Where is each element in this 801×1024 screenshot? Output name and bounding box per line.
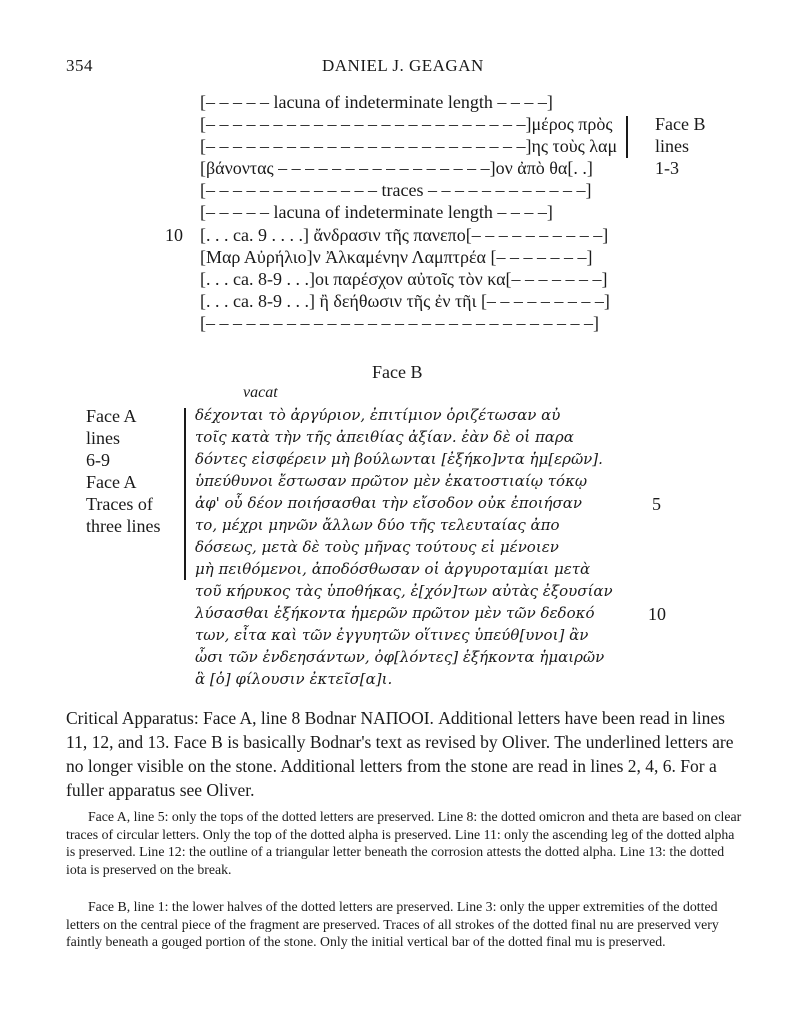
- face-b-line: δέχονται τὸ ἀργύριον, ἐπιτίμιον ὁριζέτωσαν αὐ: [195, 406, 561, 424]
- face-b-line: δόσεως, μετὰ δὲ τοὺς μῆνας τούτους εἰ μένοιεν: [195, 538, 559, 556]
- face-b-left-label: 6-9: [86, 450, 110, 470]
- face-b-line: ἃ [ὁ] φίλουσιν ἐκτεῖσ[α]ι.: [195, 670, 393, 688]
- face-a-line: [– – – – – – – – – – – – – traces – – – – – – – – – – – –]: [200, 180, 592, 200]
- face-b-line: ἀφ' οὗ δέον ποιήσασθαι τὴν εἴσοδον οὐκ ἐποιήσαν: [195, 494, 582, 512]
- face-b-title: Face B: [372, 362, 423, 382]
- face-a-line: [Μαρ Αὐρήλιο]ν Ἀλκαμένην Λαμπτρέα [– – – – – – –]: [200, 247, 593, 267]
- face-a-side-label: Face B: [655, 114, 706, 134]
- face-b-line: το, μέχρι μηνῶν ἄλλων δύο τῆς τελευταίας ἀπο: [195, 516, 560, 534]
- face-b-line: τοῦ κήρυκος τὰς ὑποθήκας, ἐ[χόν]των αὐτὰς ἐξουσίαν: [195, 582, 613, 600]
- face-a-line: [βάνοντας – – – – – – – – – – – – – – – –]ον ἀπὸ θα[. .]: [200, 158, 593, 178]
- page-number: 354: [66, 56, 93, 75]
- running-head: DANIEL J. GEAGAN: [322, 56, 484, 75]
- face-b-line: τοῖς κατὰ τὴν τῆς ἀπειθίας ἀξίαν. ἐὰν δὲ οἱ παρα: [195, 428, 574, 446]
- face-a-line: [. . . ca. 9 . . . .] ἄνδρασιν τῆς πανεπο[– – – – – – – – – –]: [200, 225, 609, 245]
- face-b-note: Face B, line 1: the lower halves of the dotted letters are preserved. Line 3: only the upper extremities of the dotted letters on the central piece of the fragment are preserved. Traces of all strokes of the dotted final nu are preserved very faintly beneath a gouged portion of the stone. Only the initial vertical bar of the dotted final mu is preserved.: [66, 899, 719, 949]
- face-b-line: λύσασθαι ἑξήκοντα ἡμερῶν πρῶτον μὲν τῶν δεδοκό: [195, 604, 595, 622]
- face-a-line: [. . . ca. 8-9 . . .] ἢ δεήθωσιν τῆς ἐν τῆι [– – – – – – – – –]: [200, 291, 610, 311]
- face-a-line: [– – – – – – – – – – – – – – – – – – – – – – – –]μέρος πρὸς: [200, 114, 613, 134]
- face-a-line: [– – – – – – – – – – – – – – – – – – – – – – – – – – – – –]: [200, 313, 599, 333]
- face-a-side-bracket: [626, 116, 628, 158]
- face-b-left-label: three lines: [86, 516, 161, 536]
- face-b-line: των, εἶτα καὶ τῶν ἐγγυητῶν οἵτινες ὑπεύθ[υνοι] ἂν: [195, 626, 589, 644]
- face-a-line: [. . . ca. 8-9 . . .]οι παρέσχον αὐτοῖς τὸν κα[– – – – – – –]: [200, 269, 608, 289]
- face-b-left-label: Traces of: [86, 494, 153, 514]
- face-a-side-label: lines: [655, 136, 689, 156]
- face-b-left-bracket: [184, 408, 186, 580]
- face-b-left-label: lines: [86, 428, 120, 448]
- face-a-line: [– – – – – – – – – – – – – – – – – – – – – – – –]ης τοὺς λαμ: [200, 136, 618, 156]
- face-a-note: Face A, line 5: only the tops of the dotted letters are preserved. Line 8: the dotted omicron and theta are based on clear traces of circular letters. Only the top of the dotted alpha is preserved. Line 11: only the ascending leg of the dotted alpha is preserved. Line 12: the outline of a triangular letter beneath the corrosion attests the dotted alpha. Line 13: the dotted iota is preserved on the break.: [66, 809, 742, 877]
- face-b-line: ὦσι τῶν ἐνδεησάντων, ὀφ[λόντες] ἑξήκοντα ἡμαιρῶν: [195, 648, 605, 666]
- face-a-line-number: 10: [165, 225, 183, 245]
- face-a-line: [– – – – – lacuna of indeterminate length – – – –]: [200, 92, 553, 112]
- vacat-label: vacat: [243, 384, 278, 401]
- face-b-line: μὴ πειθόμενοι, ἀποδόσθωσαν οἱ ἀργυροταμίαι μετὰ: [195, 560, 591, 578]
- face-b-left-label: Face A: [86, 406, 137, 426]
- face-b-line: δόντες εἰσφέρειν μὴ βούλωνται [ἐξήκο]ντα ἡμ[ερῶν].: [195, 450, 603, 468]
- critical-apparatus: Critical Apparatus: Face A, line 8 Bodnar ΝΑΠΟΟΙ. Additional letters have been read in lines 11, 12, and 13. Face B is basically Bodnar's text as revised by Oliver. The underlined letters are no longer visible on the stone. Additional letters from the stone are read in lines 2, 4, 6. For a fuller apparatus see Oliver.: [66, 708, 734, 800]
- face-a-line: [– – – – – lacuna of indeterminate length – – – –]: [200, 202, 553, 222]
- face-a-side-label: 1-3: [655, 158, 679, 178]
- face-b-line: ὑπεύθυνοι ἔστωσαν πρῶτον μὲν ἑκατοστιαίῳ τόκῳ: [195, 472, 588, 490]
- face-b-line-number: 10: [648, 604, 666, 624]
- face-b-left-label: Face A: [86, 472, 137, 492]
- face-b-line-number: 5: [652, 494, 661, 514]
